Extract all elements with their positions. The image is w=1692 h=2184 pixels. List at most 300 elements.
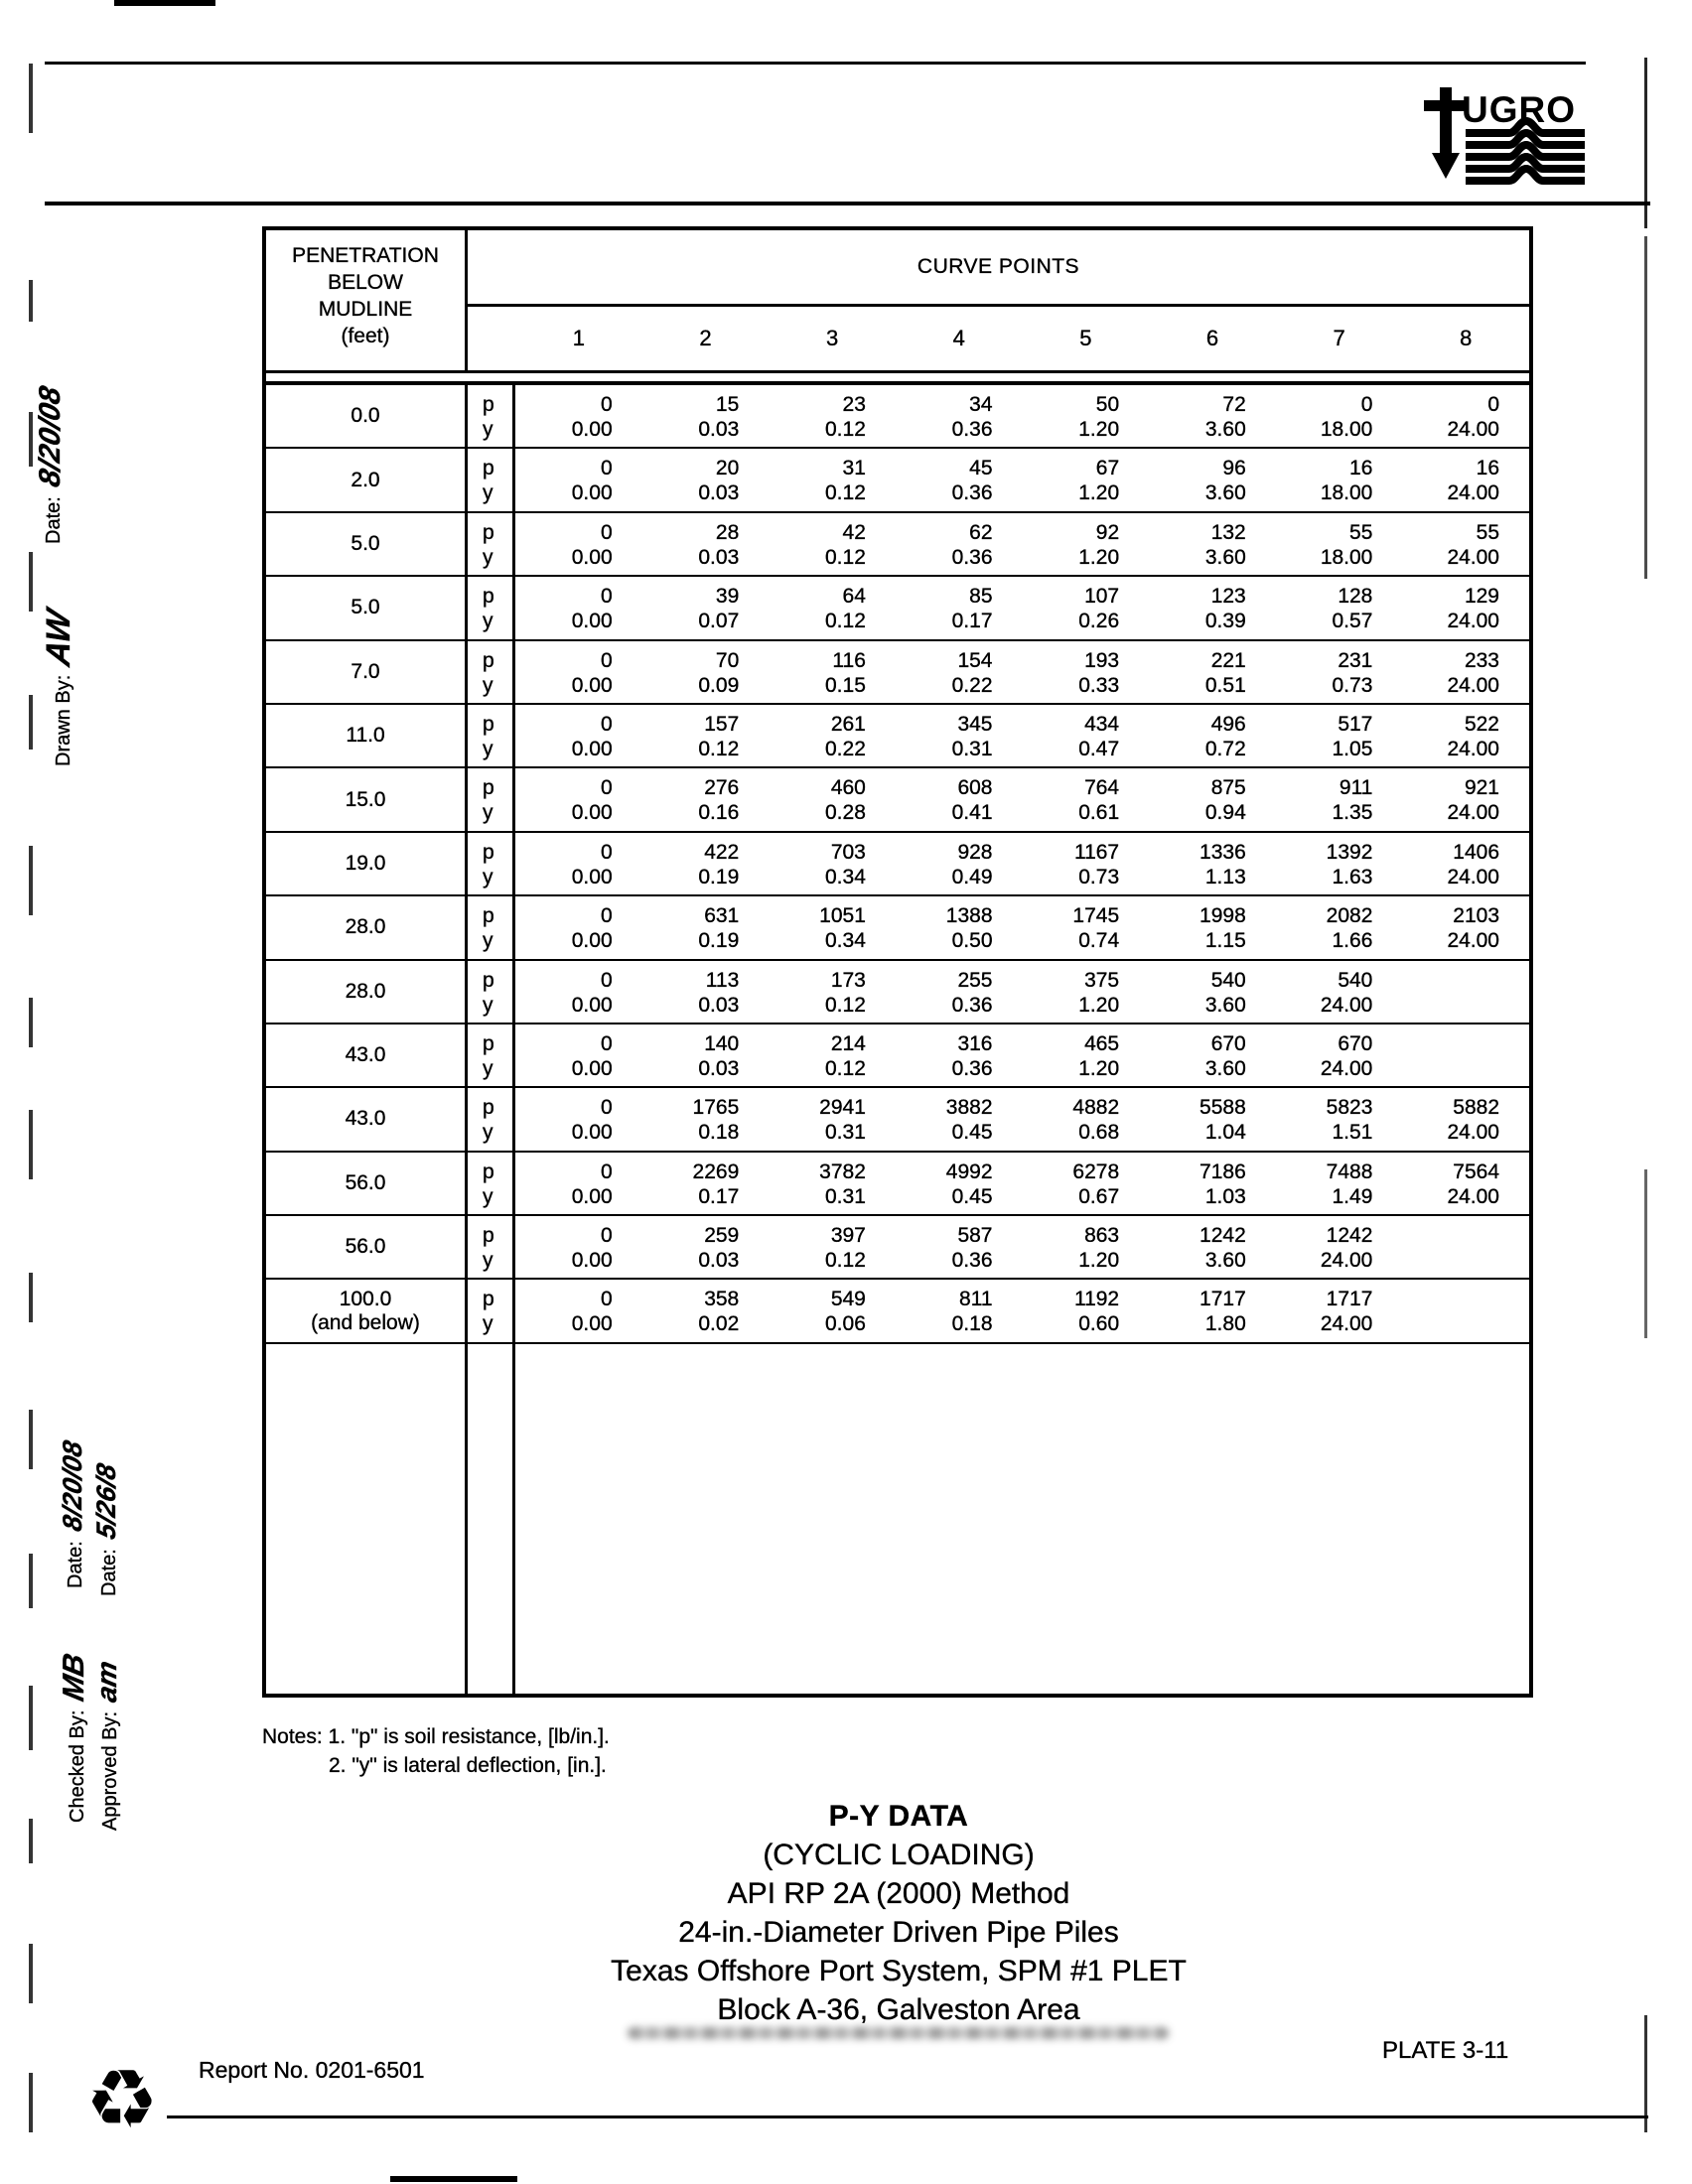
depth-value: 43.0 (345, 1107, 386, 1131)
y-value: 0.26 (1078, 610, 1120, 633)
py-label-cell (468, 1344, 515, 1694)
fugro-logo-word: UGRO (1462, 89, 1576, 130)
p-value: 434 (1084, 712, 1120, 736)
y-value: 1.20 (1078, 993, 1120, 1017)
table-row (266, 961, 1529, 1024)
value-cell (1149, 577, 1276, 638)
value-cell (896, 1088, 1023, 1150)
y-label: y (483, 929, 494, 953)
drawn-by-label: Drawn By: (53, 674, 74, 766)
report-number: Report No. 0201-6501 (199, 2057, 425, 2083)
scan-mark (1644, 236, 1647, 579)
p-value: 116 (832, 648, 866, 672)
p-label: p (483, 968, 494, 992)
table-row (266, 1153, 1529, 1216)
p-value: 1242 (1326, 1224, 1373, 1248)
method-line: API RP 2A (2000) Method (727, 1877, 1070, 1910)
y-value: 0.73 (1332, 673, 1373, 697)
y-value: 18.00 (1320, 418, 1373, 441)
value-cell (1276, 705, 1403, 766)
header-line: PENETRATION (292, 244, 439, 267)
p-value: 107 (1084, 585, 1120, 609)
y-value: 0.31 (825, 1121, 866, 1145)
y-value: 0.22 (951, 673, 993, 697)
curve-point-number: 5 (1079, 326, 1092, 350)
y-value: 24.00 (1447, 737, 1499, 760)
value-cell (1276, 1153, 1403, 1214)
p-value: 703 (830, 840, 866, 864)
curve-point-number: 2 (699, 326, 712, 350)
p-value: 358 (704, 1288, 740, 1311)
value-cell (1023, 449, 1150, 510)
py-label-cell (468, 1216, 515, 1278)
p-value: 0 (600, 1288, 613, 1311)
table-row (266, 896, 1529, 960)
value-cell (769, 577, 896, 638)
p-value: 221 (1210, 648, 1246, 672)
project-line: Texas Offshore Port System, SPM #1 PLET (611, 1955, 1187, 1987)
p-value: 0 (1487, 393, 1499, 416)
y-value: 0.03 (698, 993, 740, 1017)
y-value: 0.00 (571, 865, 613, 888)
value-cell (769, 961, 896, 1023)
p-value: 670 (1338, 1031, 1373, 1055)
y-value: 0.03 (698, 418, 740, 441)
value-cell (1276, 833, 1403, 894)
value-cell (1402, 449, 1529, 510)
curve-point-number: 3 (825, 326, 839, 350)
y-value: 0.68 (1078, 1121, 1120, 1145)
depth-cell (266, 705, 468, 766)
y-value: 0.12 (825, 993, 866, 1017)
p-value: 70 (715, 648, 740, 672)
p-value: 157 (704, 712, 740, 736)
y-value: 0.74 (1078, 929, 1120, 953)
y-value: 0.16 (698, 801, 740, 825)
scan-mark (29, 552, 33, 612)
p-value: 28 (715, 520, 740, 544)
y-value: 3.60 (1204, 545, 1246, 569)
y-value: 0.28 (825, 801, 866, 825)
header-line: BELOW (328, 271, 403, 294)
value-cell (1023, 961, 1150, 1023)
value-cell (642, 705, 770, 766)
y-value: 0.19 (698, 865, 740, 888)
py-label-cell (468, 385, 515, 447)
value-cell (1402, 577, 1529, 638)
margin-checked-by (58, 1650, 91, 1823)
y-value: 0.50 (951, 929, 993, 953)
p-value: 50 (1095, 393, 1120, 416)
curve-point-numbers (515, 307, 1529, 370)
depth-cell (266, 1216, 468, 1278)
p-label: p (483, 520, 494, 544)
p-value: 0 (600, 520, 613, 544)
depth-cell (266, 768, 468, 830)
y-value: 1.35 (1332, 801, 1373, 825)
p-value: 16 (1349, 457, 1373, 480)
y-value: 0.45 (951, 1121, 993, 1145)
value-cell (769, 833, 896, 894)
value-cell (1402, 1153, 1529, 1214)
scan-mark (1644, 1169, 1647, 1338)
y-value: 0.00 (571, 481, 613, 505)
fugro-logo-graphic (1410, 83, 1597, 189)
y-value: 0.03 (698, 1249, 740, 1273)
table-row (266, 833, 1529, 896)
p-value: 231 (1338, 648, 1373, 672)
p-value: 42 (842, 520, 866, 544)
p-value: 1717 (1326, 1288, 1373, 1311)
table-header (266, 230, 1529, 373)
p-value: 0 (600, 712, 613, 736)
p-value: 375 (1084, 968, 1120, 992)
y-value: 1.20 (1078, 1249, 1120, 1273)
pile-line: 24-in.-Diameter Driven Pipe Piles (678, 1916, 1119, 1949)
fugro-logo (1410, 83, 1597, 189)
header-line: (feet) (341, 325, 390, 347)
p-value: 345 (957, 712, 993, 736)
margin-drawn-by (40, 606, 78, 766)
p-value: 631 (704, 904, 740, 928)
p-value: 140 (704, 1031, 740, 1055)
location-line: Block A-36, Galveston Area (717, 1993, 1080, 2026)
y-value: 1.80 (1204, 1312, 1246, 1336)
depth-cell (266, 896, 468, 958)
p-value: 173 (830, 968, 866, 992)
p-value: 233 (1464, 648, 1499, 672)
curve-points-title: CURVE POINTS (468, 230, 1529, 307)
p-value: 62 (969, 520, 993, 544)
y-value: 24.00 (1447, 1184, 1499, 1208)
y-label: y (483, 1312, 494, 1336)
date-label: Date: (65, 1541, 86, 1588)
value-cell (1149, 1153, 1276, 1214)
value-cell (1023, 1216, 1150, 1278)
p-value: 1392 (1326, 840, 1373, 864)
value-cell (515, 896, 642, 958)
y-value: 1.03 (1204, 1184, 1246, 1208)
table-body (266, 381, 1529, 1694)
scan-mark (29, 1273, 33, 1322)
table-filler-row (266, 1344, 1529, 1694)
y-value: 1.63 (1332, 865, 1373, 888)
p-value: 193 (1084, 648, 1120, 672)
p-value: 465 (1084, 1031, 1120, 1055)
p-value: 863 (1084, 1224, 1120, 1248)
value-cell (769, 641, 896, 703)
p-value: 921 (1464, 776, 1499, 800)
y-label: y (483, 673, 494, 697)
margin-approved-date (91, 1460, 122, 1596)
y-value: 24.00 (1447, 481, 1499, 505)
p-value: 0 (1360, 393, 1373, 416)
value-cell (515, 1088, 642, 1150)
value-cell (896, 961, 1023, 1023)
p-value: 1406 (1453, 840, 1499, 864)
p-label: p (483, 1031, 494, 1055)
value-cell (1276, 1216, 1403, 1278)
y-value: 0.03 (698, 481, 740, 505)
value-cell (515, 577, 642, 638)
value-cell (515, 1153, 642, 1214)
p-label: p (483, 1224, 494, 1248)
y-value: 18.00 (1320, 481, 1373, 505)
value-cell (515, 1280, 642, 1341)
p-value: 422 (704, 840, 740, 864)
value-cell (896, 577, 1023, 638)
py-label-cell (468, 577, 515, 638)
p-label: p (483, 457, 494, 480)
p-value: 1051 (819, 904, 866, 928)
y-value: 0.12 (698, 737, 740, 760)
value-cell (642, 449, 770, 510)
note-2: 2. "y" is lateral deflection, [in.]. (329, 1754, 607, 1777)
y-value: 1.20 (1078, 481, 1120, 505)
y-value: 0.36 (951, 1056, 993, 1080)
value-cell (1023, 1280, 1150, 1341)
value-cell (642, 768, 770, 830)
depth-value: 5.0 (351, 596, 380, 619)
depth-cell (266, 513, 468, 575)
y-label: y (483, 481, 494, 505)
depth-value: 28.0 (345, 915, 386, 939)
p-value: 517 (1338, 712, 1373, 736)
p-label: p (483, 904, 494, 928)
value-cell (515, 768, 642, 830)
y-value: 0.12 (825, 1249, 866, 1273)
y-value: 3.60 (1204, 993, 1246, 1017)
table-row (266, 1280, 1529, 1343)
p-label: p (483, 840, 494, 864)
value-cell (769, 385, 896, 447)
y-value: 0.18 (698, 1121, 740, 1145)
value-cell (1276, 896, 1403, 958)
y-value: 24.00 (1447, 801, 1499, 825)
scan-mark (29, 846, 33, 915)
scan-mark (1644, 58, 1647, 228)
p-value: 2941 (819, 1096, 866, 1120)
value-cell (896, 385, 1023, 447)
p-value: 45 (969, 457, 993, 480)
value-cell (1402, 1088, 1529, 1150)
p-value: 549 (830, 1288, 866, 1311)
value-cell (896, 1153, 1023, 1214)
value-cell (642, 961, 770, 1023)
y-label: y (483, 418, 494, 441)
p-value: 7564 (1453, 1160, 1499, 1183)
value-cell (642, 1280, 770, 1341)
value-cell (1023, 513, 1150, 575)
p-value: 1388 (945, 904, 993, 928)
value-cell (1149, 1024, 1276, 1086)
p-value: 67 (1095, 457, 1120, 480)
depth-value: 15.0 (345, 787, 386, 811)
p-value: 316 (957, 1031, 993, 1055)
bottom-rule (167, 2116, 1648, 2118)
y-value: 3.60 (1204, 1249, 1246, 1273)
value-cell (1402, 1024, 1529, 1086)
depth-cell (266, 1088, 468, 1150)
p-value: 132 (1210, 520, 1246, 544)
value-cell (1023, 896, 1150, 958)
p-value: 0 (600, 585, 613, 609)
p-value: 5823 (1326, 1096, 1373, 1120)
value-cell (515, 385, 642, 447)
header-line: MUDLINE (318, 298, 413, 321)
y-value: 24.00 (1320, 993, 1373, 1017)
p-label: p (483, 776, 494, 800)
y-value: 0.33 (1078, 673, 1120, 697)
value-cell (642, 1088, 770, 1150)
py-label-cell (468, 896, 515, 958)
p-value: 255 (957, 968, 993, 992)
curve-point-number: 1 (572, 326, 585, 350)
value-cell (1276, 641, 1403, 703)
y-value: 0.19 (698, 929, 740, 953)
value-cell (896, 705, 1023, 766)
p-value: 85 (969, 585, 993, 609)
p-value: 670 (1210, 1031, 1246, 1055)
value-cell (1023, 385, 1150, 447)
depth-cell (266, 385, 468, 447)
y-value: 24.00 (1447, 418, 1499, 441)
value-cell (1149, 641, 1276, 703)
p-value: 3882 (945, 1096, 993, 1120)
p-value: 460 (830, 776, 866, 800)
p-value: 259 (704, 1224, 740, 1248)
p-value: 276 (704, 776, 740, 800)
p-value: 34 (969, 393, 993, 416)
y-value: 0.12 (825, 418, 866, 441)
y-value: 24.00 (1447, 610, 1499, 633)
y-value: 24.00 (1447, 929, 1499, 953)
value-cell (1149, 1280, 1276, 1341)
y-value: 24.00 (1447, 865, 1499, 888)
y-value: 0.22 (825, 737, 866, 760)
depth-cell (266, 1153, 468, 1214)
p-value: 128 (1338, 585, 1373, 609)
y-value: 0.00 (571, 993, 613, 1017)
p-value: 64 (842, 585, 866, 609)
p-value: 0 (600, 1031, 613, 1055)
y-label: y (483, 737, 494, 760)
value-cell (769, 1024, 896, 1086)
y-value: 0.03 (698, 1056, 740, 1080)
value-cell (1402, 641, 1529, 703)
curve-point-number: 8 (1460, 326, 1473, 350)
depth-value: 100.0 (339, 1287, 392, 1310)
table-row (266, 1024, 1529, 1088)
y-value: 18.00 (1320, 545, 1373, 569)
y-value: 0.15 (825, 673, 866, 697)
y-value: 0.49 (951, 865, 993, 888)
depth-value: 11.0 (346, 724, 385, 748)
scan-mark (29, 1110, 33, 1179)
depth-value: 5.0 (351, 531, 380, 555)
y-value: 24.00 (1447, 545, 1499, 569)
y-value: 1.49 (1332, 1184, 1373, 1208)
p-value: 2082 (1326, 904, 1373, 928)
scan-mark (29, 1944, 33, 2003)
curve-point-number: 6 (1205, 326, 1219, 350)
p-value: 15 (715, 393, 740, 416)
scan-mark (29, 695, 33, 750)
p-label: p (483, 1160, 494, 1183)
p-value: 5882 (1453, 1096, 1499, 1120)
value-cell (515, 513, 642, 575)
value-cell (1023, 641, 1150, 703)
p-value: 875 (1210, 776, 1246, 800)
p-value: 3782 (819, 1160, 866, 1183)
title-block (457, 1797, 1340, 2029)
plate-subtitle: (CYCLIC LOADING) (763, 1839, 1035, 1871)
p-value: 0 (600, 457, 613, 480)
y-value: 0.60 (1078, 1312, 1120, 1336)
y-value: 1.13 (1204, 865, 1246, 888)
py-label-cell (468, 833, 515, 894)
p-value: 72 (1222, 393, 1246, 416)
value-cell (642, 513, 770, 575)
value-cell (769, 705, 896, 766)
value-cell (1023, 1024, 1150, 1086)
value-cell (642, 896, 770, 958)
p-value: 540 (1210, 968, 1246, 992)
p-label: p (483, 1096, 494, 1120)
p-label: p (483, 1288, 494, 1311)
y-value: 0.41 (951, 801, 993, 825)
y-value: 24.00 (1447, 673, 1499, 697)
y-value: 0.36 (951, 481, 993, 505)
plate-number: PLATE 3-11 (1382, 2037, 1509, 2064)
value-cell (1149, 961, 1276, 1023)
p-value: 16 (1476, 457, 1499, 480)
y-value: 0.47 (1078, 737, 1120, 760)
table-row (266, 641, 1529, 705)
py-label-cell (468, 513, 515, 575)
py-label-cell (468, 449, 515, 510)
p-label: p (483, 712, 494, 736)
p-value: 5588 (1199, 1096, 1246, 1120)
value-cell (642, 385, 770, 447)
y-value: 0.67 (1078, 1184, 1120, 1208)
scan-mark (29, 2073, 33, 2132)
value-cell (1149, 768, 1276, 830)
plate-title: P-Y DATA (828, 1800, 969, 1833)
value-cell (1149, 449, 1276, 510)
y-value: 0.36 (951, 1249, 993, 1273)
value-cell (1276, 768, 1403, 830)
p-value: 540 (1338, 968, 1373, 992)
y-value: 0.02 (698, 1312, 740, 1336)
y-label: y (483, 865, 494, 888)
y-value: 0.07 (698, 610, 740, 633)
value-cell (1402, 705, 1529, 766)
p-value: 0 (600, 393, 613, 416)
y-value: 3.60 (1204, 1056, 1246, 1080)
p-value: 261 (830, 712, 866, 736)
value-cell (1402, 1280, 1529, 1341)
value-cell (769, 1216, 896, 1278)
value-cell (896, 513, 1023, 575)
value-cell (1149, 513, 1276, 575)
checked-by-label: Checked By: (67, 1709, 88, 1823)
y-label: y (483, 993, 494, 1017)
value-cell (1276, 449, 1403, 510)
value-cell (769, 1153, 896, 1214)
value-cell (1402, 961, 1529, 1023)
curve-points-header (468, 230, 1529, 370)
